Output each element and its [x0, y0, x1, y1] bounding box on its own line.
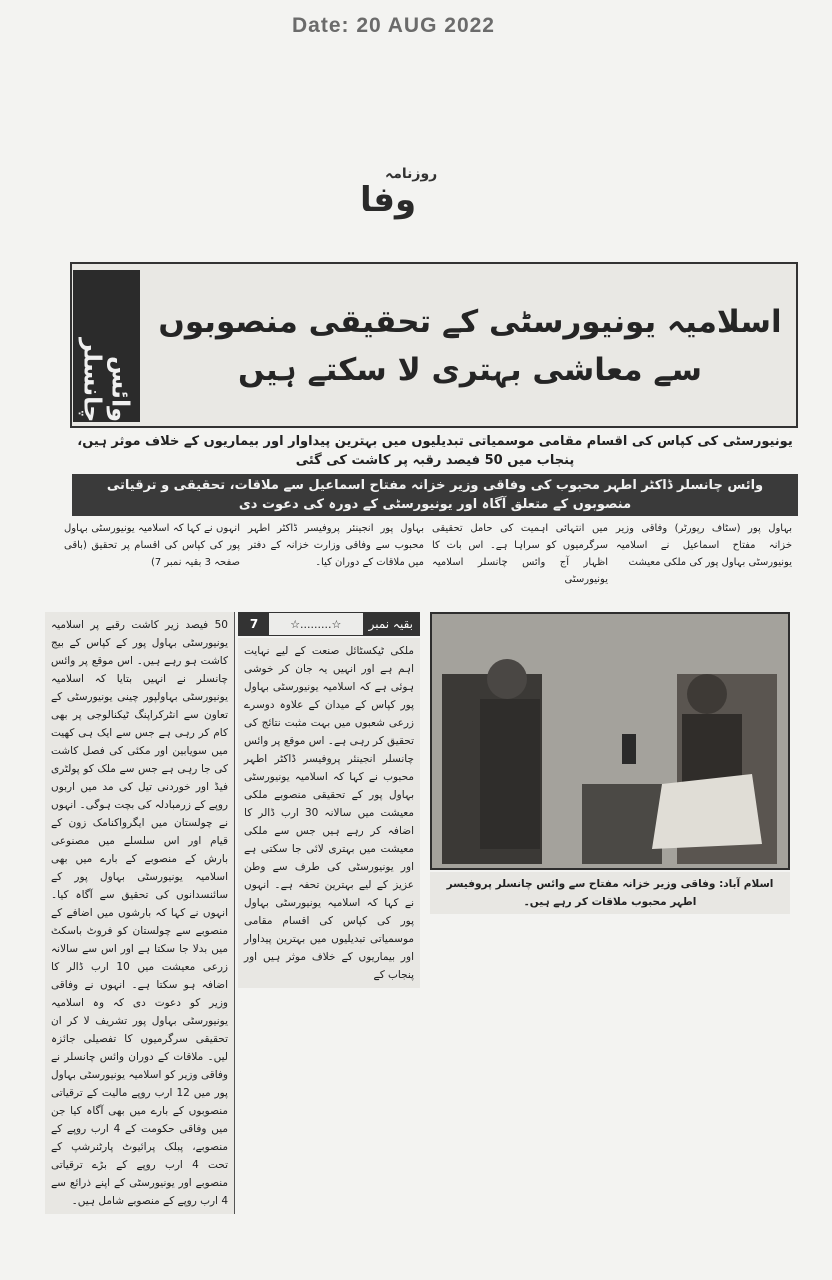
- intro-column-1: بہاول پور (سٹاف رپورٹر) وفاقی وزیر خزانہ مفتاح اسماعیل نے اسلامیہ یونیورسٹی بہاول پور کی ملکی معیشت: [616, 523, 792, 568]
- continuation-header: [238, 612, 420, 636]
- subheadline-band: وائس چانسلر ڈاکٹر اطہر محبوب کی وفاقی وزیر خزانہ مفتاح اسماعیل سے ملاقات، تحقیقی و ترقیاتی منصوبوں کے متعلق آگاہ اور یونیورسٹی کے دورہ کی دعوت دی: [72, 474, 798, 516]
- date-stamp: Date: 20 AUG 2022: [292, 14, 495, 37]
- news-photo: [430, 612, 790, 870]
- continuation-number: 7: [239, 613, 269, 635]
- headline-side-label: وائس چانسلر: [73, 270, 140, 422]
- subheadline: یونیورسٹی کی کپاس کی اقسام مقامی موسمیاتی تبدیلیوں میں بہترین پیداوار اور بیماریوں کے خلاف موثر ہیں، پنجاب میں 50 فیصد رقبہ پر کاشت کی گئی: [77, 434, 793, 468]
- continuation-label: بقیہ نمبر: [363, 613, 419, 635]
- newspaper-masthead: وفا: [360, 180, 417, 220]
- middle-article-column: ملکی ٹیکسٹائل صنعت کے لیے نہایت اہم ہے اور انہیں یہ جان کر خوشی ہوئی ہے کہ اسلامیہ یونیورسٹی بہاول پور کپاس کے میدان کے علاوہ دوسرے زرعی شعبوں میں بہت مثبت نتائج کی تحقیق کر رہی ہے۔ اس موقع پر وائس چانسلر انجینئر پروفیسر ڈاکٹر اطہر محبوب نے کہا کہ اسلامیہ یونیورسٹی بہاول پور کے تحقیقی منصوبے ملکی معیشت میں سالانہ 30 ارب ڈالر کا اضافہ کر رہے ہیں جس سے ملکی معیشت میں بہتری لائی جا سکتی ہے اور یونیورسٹی کی طرف سے وطن عزیز کے لیے بہترین تحفہ ہے۔ انہوں نے کہا کہ اسلامیہ یونیورسٹی بہاول پور کی کپاس کی اقسام مقامی موسمیاتی تبدیلیوں میں بہترین پیداوار اور بیماریوں کے خلاف موثر ہیں اور پنجاب کے: [238, 638, 420, 988]
- photo-caption: اسلام آباد: وفاقی وزیر خزانہ مفتاح سے وائس چانسلر پروفیسر اطہر محبوب ملاقات کر رہے ہیں۔: [430, 872, 790, 914]
- left-article-column: 50 فیصد زیر کاشت رقبے پر اسلامیہ یونیورسٹی بہاول پور کے کپاس کے بیج کاشت ہو رہے ہیں۔ اس موقع پر وائس چانسلر نے انہیں بتایا کہ اسلامیہ یونیورسٹی بہاولپور چینی یونیورسٹی کے تعاون سے انٹرکراپنگ ٹیکنالوجی پر بھی کام کر رہی ہے جس سے ایک ہی کھیت میں سویابین اور مکئی کی فصل کاشت کی جا رہی ہے جس سے ملک کو پولٹری فیڈ اور خوردنی تیل کی مد میں اربوں روپے کے زرمبادلہ کی بچت ہوگی۔ انہوں نے چولستان میں ایگرواکنامک زون کے قیام اور اس سلسلے میں مصنوعی بارش کے منصوبے کے بارے میں بھی اسلامیہ یونیورسٹی بہاول پور کے سائنسدانوں کی تحقیق سے آگاہ کیا۔ انہوں نے کہا کہ بارشوں میں اضافے کے منصوبے سے چولستان کو فروٹ باسکٹ میں بدلا جا سکتا ہے اور اس سے سالانہ زرعی معیشت میں 10 ارب ڈالر کا اضافہ ہو سکتا ہے۔ انہوں نے وفاقی وزیر کو دعوت دی کہ وہ اسلامیہ یونیورسٹی بہاول پور تشریف لا کر ان تحقیقی سرگرمیوں کا تفصیلی جائزہ لیں۔ ملاقات کے دوران وائس چانسلر نے وفاقی وزیر کو اسلامیہ یونیورسٹی بہاول پور میں 12 ارب روپے مالیت کے ترقیاتی منصوبوں کے بارے میں بھی آگاہ کیا جن میں وفاقی حکومت کے 4 ارب روپے کے منصوبے، پبلک پرائیوٹ پارٹنرشپ کے تحت 4 ارب روپے کے بڑے ترقیاتی منصوبے اور یونیورسٹی کے اپنے ذرائع سے 4 ارب روپے کے منصوبے شامل ہیں۔: [45, 612, 235, 1214]
- intro-column-4: انہوں نے کہا کہ اسلامیہ یونیورسٹی بہاول پور کی کپاس کی اقسام پر تحقیق (باقی صفحہ 3 بقیہ نمبر 7): [64, 523, 240, 568]
- star-divider-icon: ☆.........☆: [290, 617, 342, 631]
- masthead-prefix: روزنامہ: [385, 166, 438, 182]
- intro-column-3: بہاول پور انجینئر پروفیسر ڈاکٹر اطہر محبوب سے وفاقی وزارت خزانہ کے دفتر میں ملاقات کے دوران کیا۔: [248, 523, 424, 568]
- intro-column-2: میں انتہائی اہمیت کی حامل تحقیقی سرگرمیوں کو سراہا ہے۔ اس بات کا اظہار آج وائس چانسلر اسلامیہ یونیورسٹی: [432, 523, 608, 585]
- headline-title: اسلامیہ یونیورسٹی کے تحقیقی منصوبوں سے معاشی بہتری لا سکتے ہیں: [158, 304, 782, 388]
- meeting-photo-illustration: [432, 614, 788, 868]
